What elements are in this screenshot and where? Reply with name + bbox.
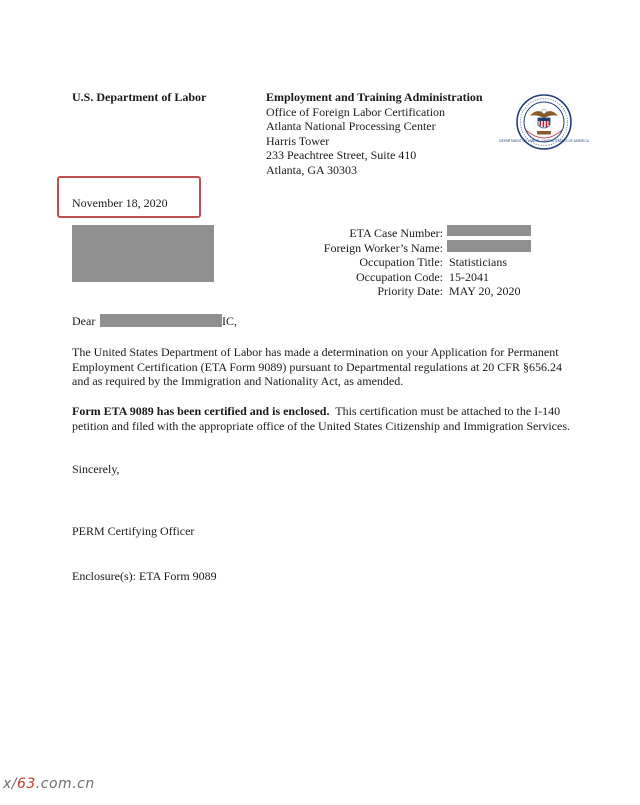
department-of-labor-seal-icon <box>499 94 589 150</box>
worker-name-label: Foreign Worker’s Name: <box>323 240 443 255</box>
occupation-code-value: 15-2041 <box>449 269 489 284</box>
determination-paragraph: The United States Department of Labor has made a determination on your Application for Permanent Employment Certification (ETA Form 9089) pursuant to Departmental regulations at 20 CFR §656.24 and as required by the Immigration and Nationality Act, as amended. <box>72 345 562 389</box>
signature-title: PERM Certifying Officer <box>72 524 195 538</box>
svg-text:DEPARTMENT OF LABOR · UNITED S: DEPARTMENT OF LABOR · UNITED STATES OF AMERICA <box>499 139 589 143</box>
priority-date-value: MAY 20, 2020 <box>449 284 521 299</box>
certification-instructions: This certification must be attached to the I-140 petition and filed with the appropriate office of the United States Citizenship and Immigration Services. <box>72 404 570 433</box>
enclosure-line: Enclosure(s): ETA Form 9089 <box>72 569 217 583</box>
watermark-part-1: x/ <box>3 776 18 792</box>
site-watermark <box>3 776 95 792</box>
case-number-label: ETA Case Number: <box>349 226 443 240</box>
certification-statement: Form ETA 9089 has been certified and is enclosed. <box>72 404 330 418</box>
building-name: Harris Tower <box>266 133 330 148</box>
redacted-recipient-address <box>72 225 214 282</box>
watermark-part-2: 63 <box>17 776 36 792</box>
case-info-labels <box>290 226 443 299</box>
occupation-title-label: Occupation Title: <box>359 255 443 270</box>
redacted-worker-name <box>447 240 531 252</box>
processing-center: Atlanta National Processing Center <box>266 119 436 134</box>
occupation-code-label: Occupation Code: <box>356 269 443 284</box>
office-name: Office of Foreign Labor Certification <box>266 104 446 119</box>
agency-address-block <box>266 90 483 178</box>
salutation-suffix: IC, <box>222 314 237 328</box>
administration-name: Employment and Training Administration <box>266 90 483 104</box>
street-address: 233 Peachtree Street, Suite 410 <box>266 148 417 163</box>
letter-date: November 18, 2020 <box>72 196 168 210</box>
certification-paragraph <box>72 404 572 433</box>
priority-date-label: Priority Date: <box>377 284 443 299</box>
redacted-employer-name <box>100 314 222 327</box>
redacted-case-number <box>447 225 531 236</box>
closing: Sincerely, <box>72 462 120 476</box>
case-info-values <box>449 226 520 299</box>
city-state-zip: Atlanta, GA 30303 <box>266 162 357 177</box>
department-name: U.S. Department of Labor <box>72 90 207 104</box>
watermark-part-3: .com.cn <box>35 776 95 792</box>
salutation-prefix: Dear <box>72 314 96 328</box>
occupation-title-value: Statisticians <box>449 255 507 270</box>
